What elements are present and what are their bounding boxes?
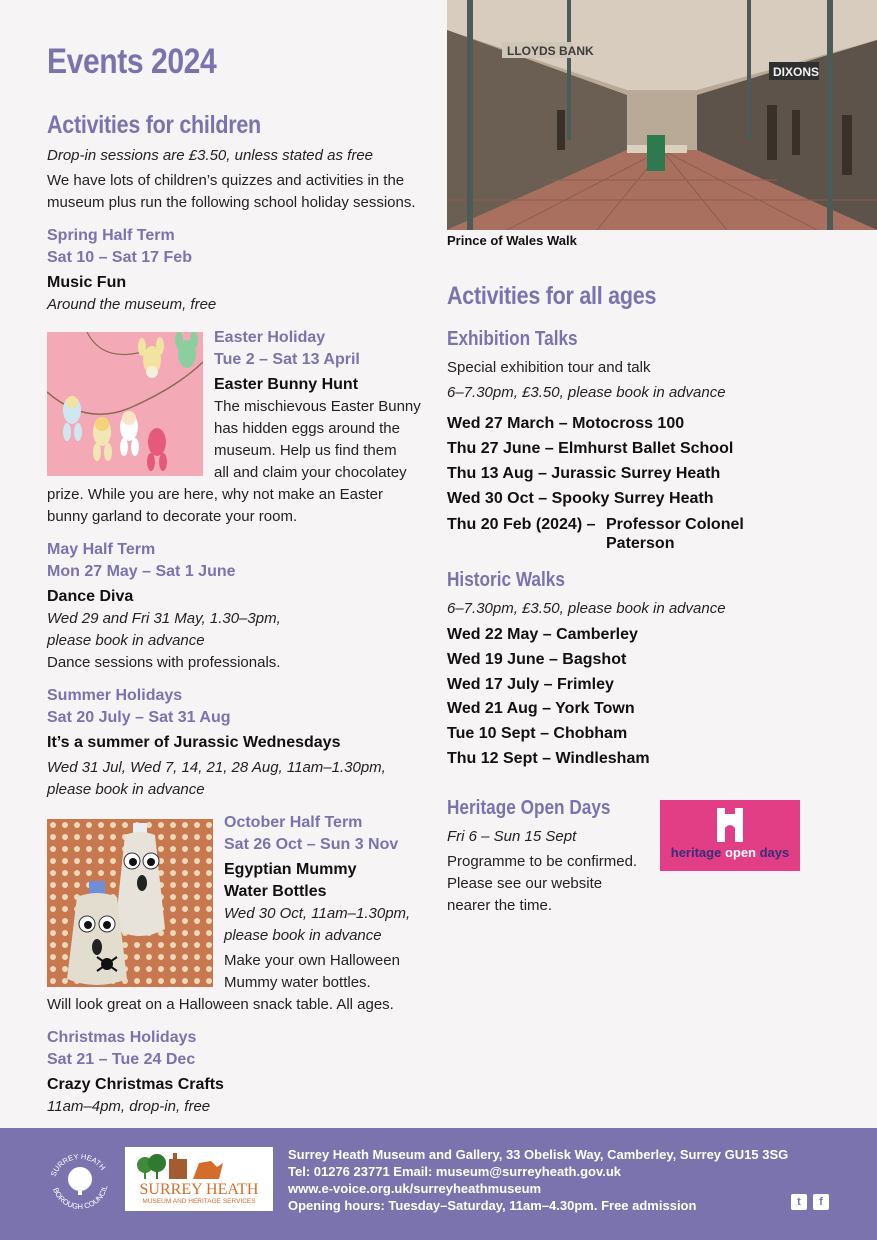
council-logo: [44, 1145, 116, 1217]
easter-desc-line: bunny garland to decorate your room.: [47, 508, 298, 525]
talk-item-title: Professor Colonel: [606, 516, 744, 533]
page-title: Events 2024: [47, 42, 217, 81]
october-note: please book in advance: [224, 927, 382, 944]
facebook-icon[interactable]: f: [813, 1194, 829, 1210]
children-intro-line: museum plus run the following school holiday sessions.: [47, 194, 416, 211]
summer-note: please book in advance: [47, 781, 205, 798]
heritage-desc: nearer the time.: [447, 897, 553, 914]
summer-dates: Sat 20 July – Sat 31 Aug: [47, 709, 231, 726]
easter-desc-line: all and claim your chocolatey: [214, 464, 407, 481]
easter-term: Easter Holiday: [214, 329, 326, 346]
photo-caption: Prince of Wales Walk: [447, 233, 577, 248]
easter-desc-line: museum. Help us find them: [214, 442, 397, 459]
may-note: Wed 29 and Fri 31 May, 1.30–3pm,: [47, 610, 281, 627]
talk-item-date: Thu 20 Feb (2024) –: [447, 516, 596, 533]
spring-term: Spring Half Term: [47, 227, 175, 244]
all-ages-heading: Activities for all ages: [447, 282, 657, 310]
heritage-desc: Please see our website: [447, 875, 603, 892]
museum-logo: [125, 1147, 273, 1211]
spring-title: Music Fun: [47, 274, 127, 291]
heritage-desc: Programme to be confirmed.: [447, 853, 638, 870]
october-note: Wed 30 Oct, 11am–1.30pm,: [224, 905, 411, 922]
may-dates: Mon 27 May – Sat 1 June: [47, 563, 236, 580]
talk-item: Wed 30 Oct – Spooky Surrey Heath: [447, 490, 714, 507]
october-desc: Will look great on a Halloween snack table. All ages.: [47, 996, 394, 1013]
october-term: October Half Term: [224, 814, 363, 831]
museum-logo-title: SURREY HEATH: [139, 1181, 259, 1198]
footer-address: Surrey Heath Museum and Gallery, 33 Obelisk Way, Camberley, Surrey GU15 3SG: [288, 1147, 789, 1162]
footer-opening-hours: Opening hours: Tuesday–Saturday, 11am–4.30pm. Free admission: [288, 1198, 697, 1213]
talk-item: Wed 27 March – Motocross 100: [447, 415, 685, 432]
children-intro-line: We have lots of children’s quizzes and activities in the: [47, 172, 405, 189]
exhibition-talks-desc: Special exhibition tour and talk: [447, 359, 651, 376]
museum-logo-subtitle: MUSEUM AND HERITAGE SERVICES: [142, 1198, 256, 1205]
heritage-dates: Fri 6 – Sun 15 Sept: [447, 828, 577, 845]
footer-website-link[interactable]: www.e-voice.org.uk/surreyheathmuseum: [288, 1181, 542, 1196]
walk-item: Wed 22 May – Camberley: [447, 626, 638, 643]
walk-item: Tue 10 Sept – Chobham: [447, 725, 628, 742]
christmas-term: Christmas Holidays: [47, 1029, 197, 1046]
footer: [0, 1128, 877, 1240]
christmas-note: 11am–4pm, drop-in, free: [47, 1098, 211, 1115]
exhibition-talks-note: 6–7.30pm, £3.50, please book in advance: [447, 384, 726, 401]
october-title: Water Bottles: [224, 883, 327, 900]
historic-walks-heading: Historic Walks: [447, 569, 565, 591]
talk-item: Thu 27 June – Elmhurst Ballet School: [447, 440, 734, 457]
easter-desc-line: prize. While you are here, why not make an Easter: [47, 486, 383, 503]
walk-item: Wed 21 Aug – York Town: [447, 700, 635, 717]
historic-walks-note: 6–7.30pm, £3.50, please book in advance: [447, 600, 726, 617]
heritage-open-days-logo: [660, 800, 800, 871]
may-desc: Dance sessions with professionals.: [47, 654, 281, 671]
christmas-dates: Sat 21 – Tue 24 Dec: [47, 1051, 196, 1068]
summer-note: Wed 31 Jul, Wed 7, 14, 21, 28 Aug, 11am–1.30pm,: [47, 759, 386, 776]
october-dates: Sat 26 Oct – Sun 3 Nov: [224, 836, 399, 853]
easter-title: Easter Bunny Hunt: [214, 376, 359, 393]
october-title: Egyptian Mummy: [224, 861, 357, 878]
children-intro-note: Drop-in sessions are £3.50, unless stated as free: [47, 147, 374, 164]
october-desc: Make your own Halloween: [224, 952, 400, 969]
summer-title: It’s a summer of Jurassic Wednesdays: [47, 734, 341, 751]
walk-item: Wed 19 June – Bagshot: [447, 651, 627, 668]
october-desc: Mummy water bottles.: [224, 974, 371, 991]
may-title: Dance Diva: [47, 588, 134, 605]
spring-dates: Sat 10 – Sat 17 Feb: [47, 249, 192, 266]
lloyds-sign-text: LLOYDS BANK: [507, 44, 594, 58]
walk-item: Wed 17 July – Frimley: [447, 676, 614, 693]
walk-item: Thu 12 Sept – Windlesham: [447, 750, 650, 767]
footer-contact: Tel: 01276 23771 Email: museum@surreyheath.gov.uk: [288, 1164, 622, 1179]
summer-term: Summer Holidays: [47, 687, 183, 704]
doorway-icon: [715, 806, 745, 842]
dixons-sign-text: DIXONS: [773, 65, 820, 79]
svg-text:SURREY HEATH: SURREY HEATH: [48, 1151, 108, 1178]
svg-text:BOROUGH COUNCIL: BOROUGH COUNCIL: [51, 1184, 110, 1212]
easter-desc-line: The mischievous Easter Bunny: [214, 398, 421, 415]
may-note: please book in advance: [47, 632, 205, 649]
may-term: May Half Term: [47, 541, 156, 558]
easter-dates: Tue 2 – Sat 13 April: [214, 351, 360, 368]
prince-of-wales-walk-photo: [447, 0, 877, 230]
talk-item-title: Paterson: [606, 535, 675, 552]
children-heading: Activities for children: [47, 111, 261, 139]
twitter-icon[interactable]: t: [791, 1194, 807, 1210]
mummy-bottles-image: [47, 819, 213, 987]
easter-desc-line: has hidden eggs around the: [214, 420, 400, 437]
christmas-title: Crazy Christmas Crafts: [47, 1076, 224, 1093]
spring-note: Around the museum, free: [47, 296, 217, 313]
talk-item: Thu 13 Aug – Jurassic Surrey Heath: [447, 465, 721, 482]
exhibition-talks-heading: Exhibition Talks: [447, 328, 578, 350]
heritage-logo-text: heritage open days: [670, 845, 790, 860]
easter-bunny-garland-image: [47, 332, 203, 476]
heritage-open-days-heading: Heritage Open Days: [447, 797, 611, 819]
